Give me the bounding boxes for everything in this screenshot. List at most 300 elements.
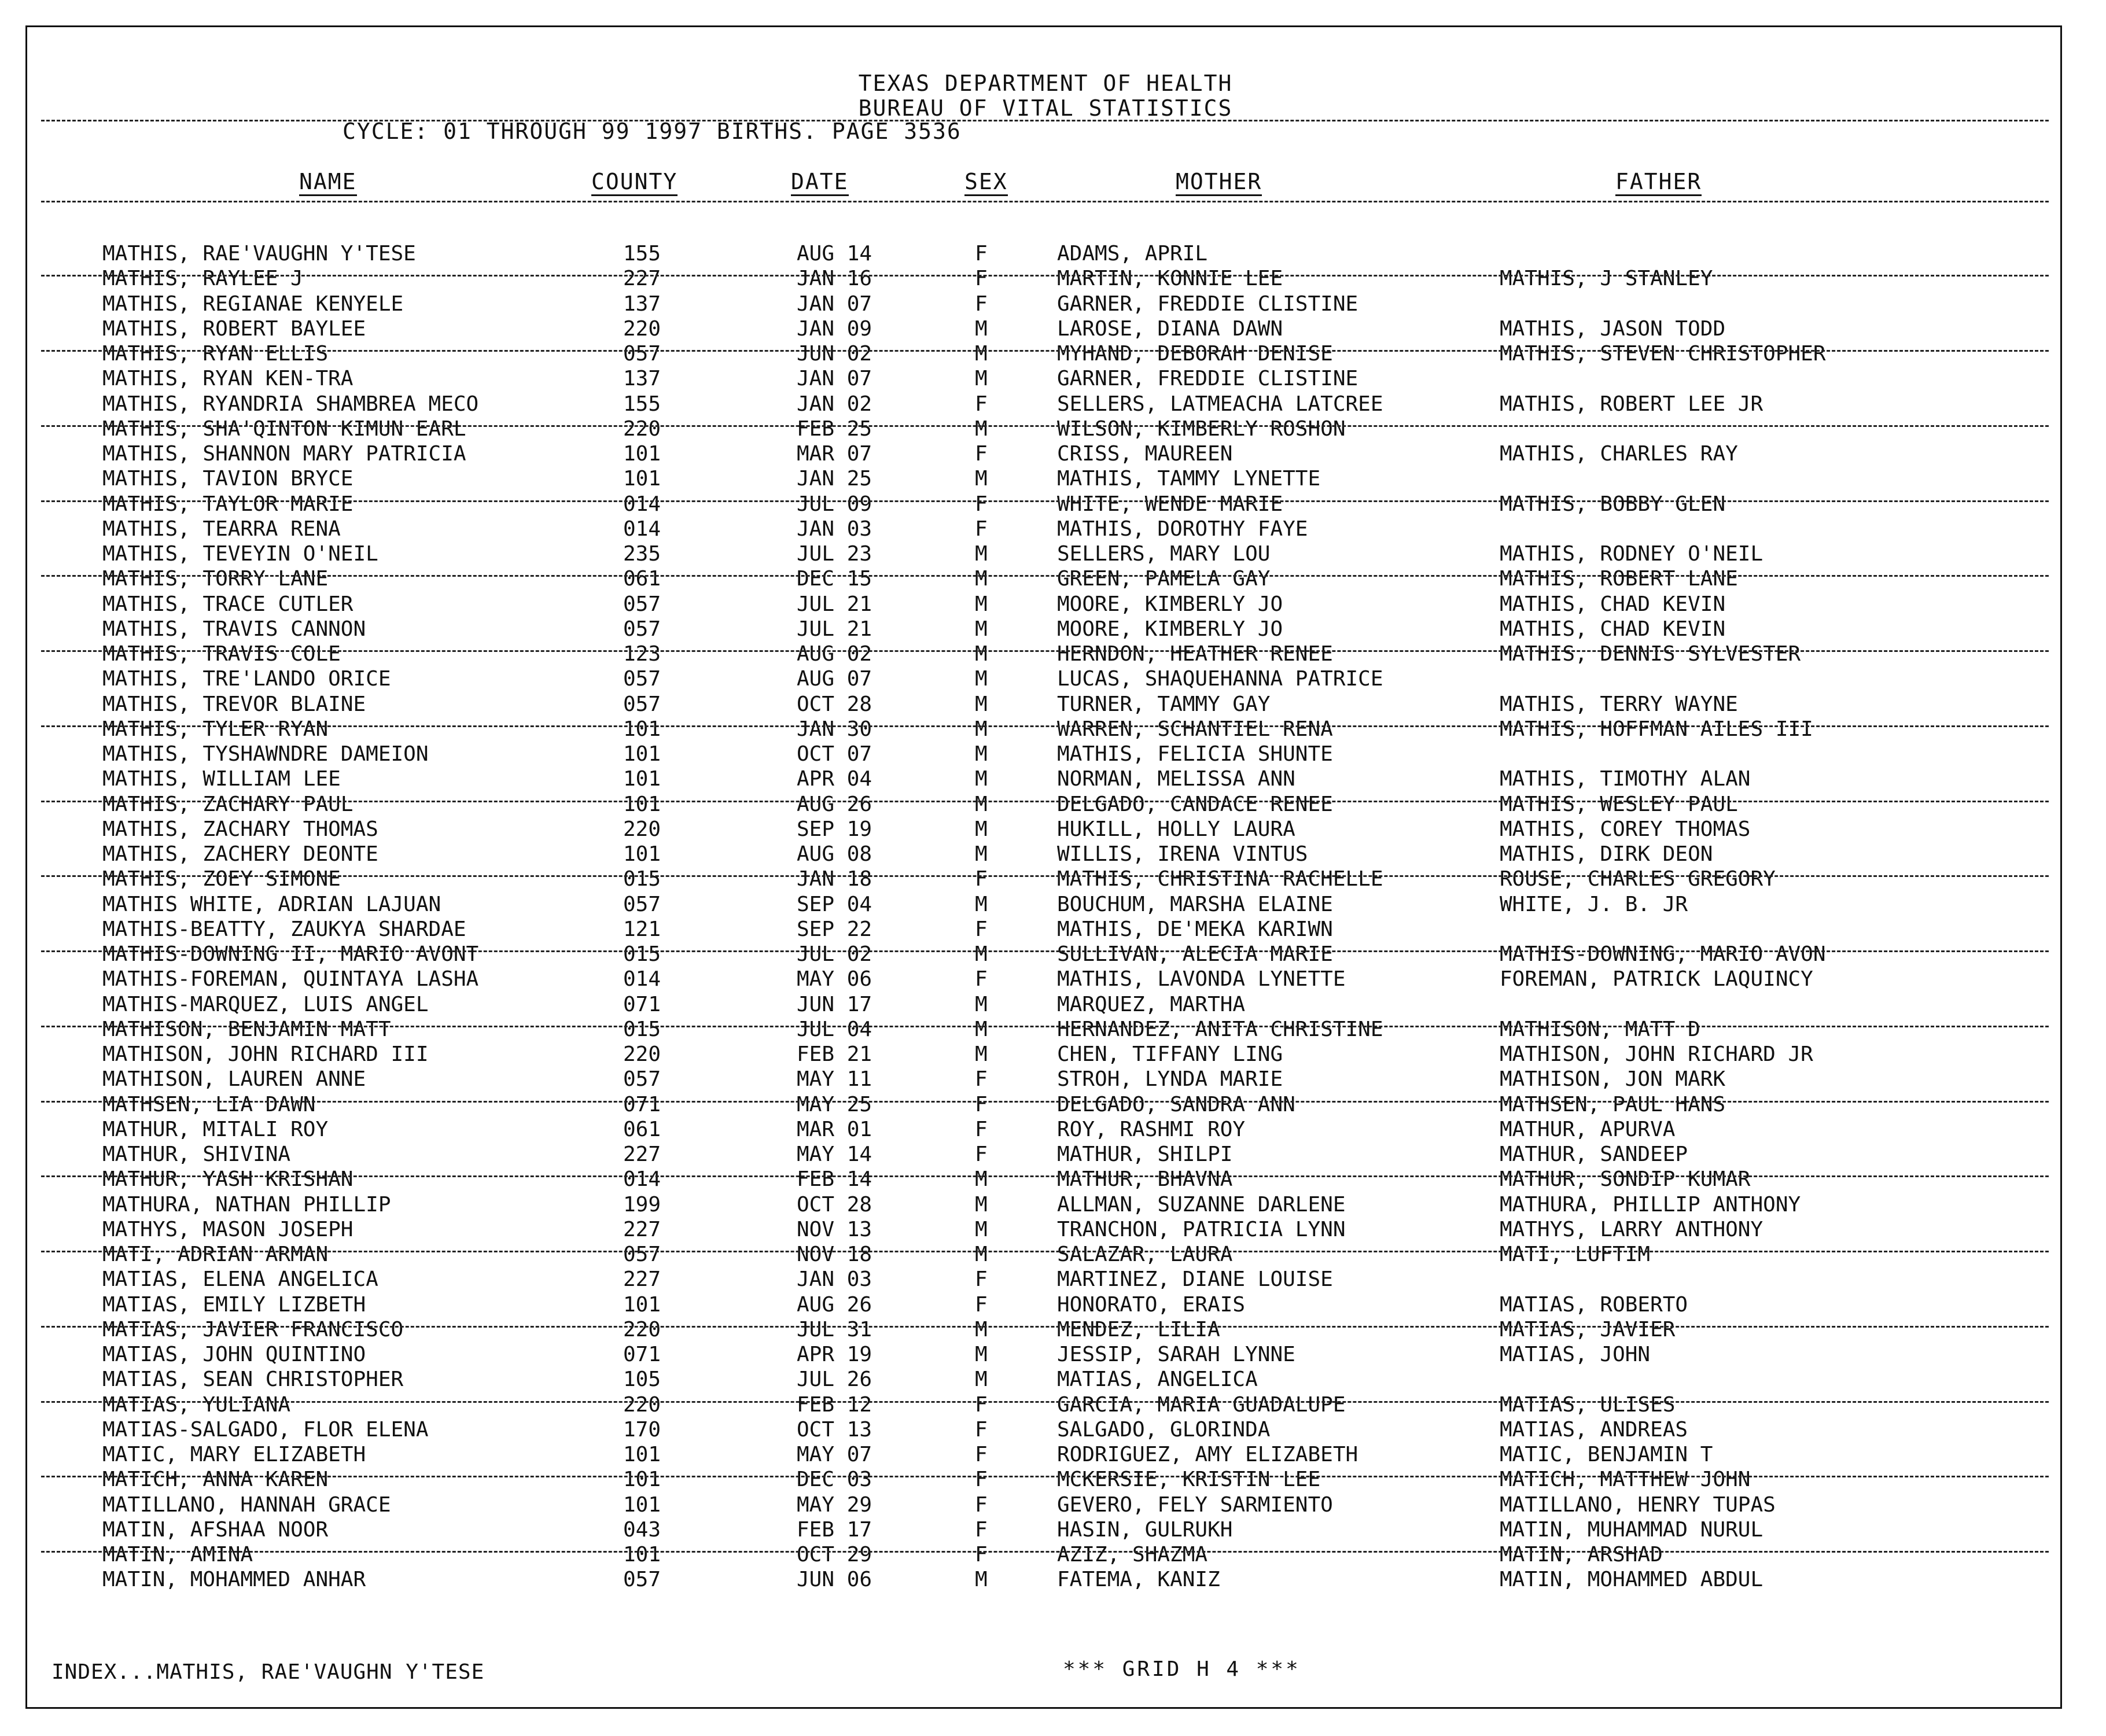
cell-sex: M [975, 717, 988, 741]
cell-date: MAR 01 [797, 1117, 872, 1141]
cell-date: JUN 02 [797, 342, 872, 366]
cell-county: 101 [623, 1292, 661, 1317]
cell-name: MATHIS, TEARRA RENA [102, 517, 341, 541]
cell-father: MATIAS, JOHN [1500, 1343, 1651, 1366]
cell-county: 123 [623, 642, 661, 666]
cell-name: MATHIS, ZACHARY PAUL [102, 792, 354, 816]
cell-county: 220 [623, 1042, 661, 1066]
cell-name: MATICH, ANNA KAREN [102, 1468, 329, 1492]
cell-date: MAY 29 [797, 1492, 872, 1517]
cell-sex: M [975, 842, 988, 866]
cell-date: JUN 17 [797, 992, 872, 1016]
cell-father: MATHIS, HOFFMAN AILES III [1500, 717, 1813, 741]
cell-father: MATI, LUFTIM [1500, 1243, 1651, 1266]
cell-mother: HONORATO, ERAIS [1057, 1292, 1246, 1317]
row-divider [41, 425, 2049, 427]
cell-name: MATI, ADRIAN ARMAN [102, 1243, 329, 1266]
cell-county: 057 [623, 667, 661, 691]
cell-mother: LAROSE, DIANA DAWN [1057, 316, 1283, 341]
cell-name: MATHIS, TRAVIS CANNON [102, 617, 366, 641]
cell-county: 014 [623, 492, 661, 516]
cell-mother: BOUCHUM, MARSHA ELAINE [1057, 892, 1333, 916]
cell-name: MATHIS, RYAN ELLIS [102, 342, 329, 366]
row-divider [41, 275, 2049, 277]
cell-father: MATILLANO, HENRY TUPAS [1500, 1492, 1776, 1517]
cell-sex: M [975, 767, 988, 791]
register-page [25, 25, 2062, 1709]
cell-sex: F [975, 1292, 988, 1317]
row-divider [41, 725, 2049, 727]
cell-date: JAN 30 [797, 717, 872, 741]
cell-sex: F [975, 242, 988, 266]
cell-sex: M [975, 417, 988, 441]
cell-name: MATHUR, YASH KRISHAN [102, 1167, 354, 1192]
cell-father: MATHISON, JOHN RICHARD JR [1500, 1042, 1813, 1066]
col-header-date: DATE [791, 169, 849, 194]
cell-mother: MATHUR, BHAVNA [1057, 1167, 1233, 1192]
cell-name: MATHIS, TEVEYIN O'NEIL [102, 542, 378, 566]
cell-name: MATIC, MARY ELIZABETH [102, 1443, 366, 1466]
cell-father: MATIN, MOHAMMED ABDUL [1500, 1568, 1763, 1592]
cell-name: MATHURA, NATHAN PHILLIP [102, 1192, 391, 1217]
cell-date: JAN 03 [797, 517, 872, 541]
cell-county: 015 [623, 942, 661, 966]
cell-county: 227 [623, 1267, 661, 1292]
cell-sex: M [975, 1368, 988, 1392]
cell-sex: F [975, 1543, 988, 1567]
cell-county: 057 [623, 342, 661, 366]
cell-county: 057 [623, 1067, 661, 1092]
cell-sex: M [975, 592, 988, 616]
cell-mother: WILLIS, IRENA VINTUS [1057, 842, 1308, 866]
cell-sex: M [975, 567, 988, 591]
cell-date: FEB 25 [797, 417, 872, 441]
cell-mother: HASIN, GULRUKH [1057, 1517, 1233, 1542]
cell-county: 137 [623, 367, 661, 391]
cell-sex: M [975, 792, 988, 816]
cell-mother: STROH, LYNDA MARIE [1057, 1067, 1283, 1092]
cell-date: AUG 02 [797, 642, 872, 666]
row-divider [41, 1551, 2049, 1553]
cell-name: MATHIS, RYANDRIA SHAMBREA MECO [102, 392, 479, 416]
cell-name: MATHIS, TREVOR BLAINE [102, 692, 366, 716]
divider [41, 201, 2049, 202]
cell-county: 101 [623, 467, 661, 491]
col-header-sex: SEX [964, 169, 1008, 194]
cell-name: MATIAS-SALGADO, FLOR ELENA [102, 1417, 429, 1442]
cell-county: 199 [623, 1192, 661, 1217]
cell-mother: SELLERS, MARY LOU [1057, 542, 1271, 566]
cell-date: AUG 26 [797, 792, 872, 816]
cell-county: 220 [623, 417, 661, 441]
cell-county: 101 [623, 1543, 661, 1567]
cell-mother: SELLERS, LATMEACHA LATCREE [1057, 392, 1383, 416]
cell-sex: M [975, 692, 988, 716]
cell-date: SEP 19 [797, 817, 872, 841]
cell-sex: M [975, 542, 988, 566]
cell-mother: ALLMAN, SUZANNE DARLENE [1057, 1192, 1346, 1217]
cell-sex: M [975, 1343, 988, 1366]
row-divider [41, 1026, 2049, 1027]
cell-date: NOV 18 [797, 1243, 872, 1266]
cell-date: JAN 07 [797, 367, 872, 391]
cell-name: MATIN, MOHAMMED ANHAR [102, 1568, 366, 1592]
cell-date: JUL 21 [797, 617, 872, 641]
cell-name: MATIAS, YULIANA [102, 1392, 291, 1417]
cell-sex: F [975, 967, 988, 992]
cell-date: SEP 22 [797, 917, 872, 941]
cell-name: MATHIS, SHA'QINTON KIMUN EARL [102, 417, 466, 441]
cell-sex: M [975, 992, 988, 1016]
cell-sex: F [975, 1417, 988, 1442]
cell-sex: F [975, 1067, 988, 1092]
cell-mother: GARNER, FREDDIE CLISTINE [1057, 292, 1358, 316]
row-divider [41, 1476, 2049, 1477]
cell-father: MATHUR, APURVA [1500, 1117, 1676, 1141]
cell-date: SEP 04 [797, 892, 872, 916]
cell-name: MATHIS-BEATTY, ZAUKYA SHARDAE [102, 917, 466, 941]
cell-mother: WARREN, SCHANTIEL RENA [1057, 717, 1333, 741]
cell-sex: F [975, 442, 988, 466]
cell-father: MATHIS, DIRK DEON [1500, 842, 1713, 866]
cell-name: MATHIS, TYSHAWNDRE DAMEION [102, 742, 429, 766]
cell-sex: M [975, 316, 988, 341]
cell-county: 121 [623, 917, 661, 941]
cell-sex: M [975, 942, 988, 966]
cell-name: MATHIS, ROBERT BAYLEE [102, 316, 366, 341]
cell-mother: MARTIN, KONNIE LEE [1057, 267, 1283, 291]
cell-mother: WILSON, KIMBERLY ROSHON [1057, 417, 1346, 441]
cell-date: JAN 09 [797, 316, 872, 341]
cell-county: 015 [623, 867, 661, 891]
cell-date: FEB 17 [797, 1517, 872, 1542]
row-divider [41, 1401, 2049, 1403]
cell-county: 057 [623, 692, 661, 716]
cell-name: MATHIS, TRE'LANDO ORICE [102, 667, 391, 691]
cell-name: MATIAS, JOHN QUINTINO [102, 1343, 366, 1366]
cell-sex: F [975, 1468, 988, 1492]
cell-county: 220 [623, 817, 661, 841]
cell-father: MATICH, MATTHEW JOHN [1500, 1468, 1751, 1492]
cell-name: MATHIS, TYLER RYAN [102, 717, 329, 741]
cell-date: MAY 11 [797, 1067, 872, 1092]
cell-sex: M [975, 1017, 988, 1041]
col-header-county: COUNTY [591, 169, 678, 194]
cell-mother: MATHUR, SHILPI [1057, 1142, 1233, 1166]
cell-name: MATIAS, EMILY LIZBETH [102, 1292, 366, 1317]
cell-father: MATHIS, COREY THOMAS [1500, 817, 1751, 841]
cell-father: MATHIS, JASON TODD [1500, 316, 1726, 341]
cell-father: MATHIS, J STANLEY [1500, 267, 1713, 291]
row-divider [41, 500, 2049, 502]
cell-mother: MATHIS, CHRISTINA RACHELLE [1057, 867, 1383, 891]
cell-name: MATHUR, MITALI ROY [102, 1117, 329, 1141]
cell-mother: RODRIGUEZ, AMY ELIZABETH [1057, 1443, 1358, 1466]
row-divider [41, 1326, 2049, 1328]
cell-county: 071 [623, 992, 661, 1016]
cell-county: 057 [623, 592, 661, 616]
cell-sex: M [975, 467, 988, 491]
cell-mother: DELGADO, SANDRA ANN [1057, 1092, 1295, 1116]
cell-sex: M [975, 892, 988, 916]
cell-father: MATHIS, CHAD KEVIN [1500, 592, 1726, 616]
cell-county: 101 [623, 442, 661, 466]
cell-name: MATHISON, BENJAMIN MATT [102, 1017, 391, 1041]
cell-date: JUL 02 [797, 942, 872, 966]
cell-name: MATHYS, MASON JOSEPH [102, 1217, 354, 1241]
cell-mother: LUCAS, SHAQUEHANNA PATRICE [1057, 667, 1383, 691]
cell-date: DEC 03 [797, 1468, 872, 1492]
cell-father: MATHISON, MATT D [1500, 1017, 1700, 1041]
cell-mother: MOORE, KIMBERLY JO [1057, 617, 1283, 641]
cell-county: 155 [623, 392, 661, 416]
row-divider [41, 650, 2049, 652]
cell-county: 220 [623, 1317, 661, 1341]
cell-mother: SULLIVAN, ALECIA MARIE [1057, 942, 1333, 966]
cell-sex: F [975, 517, 988, 541]
cell-father: MATHISON, JON MARK [1500, 1067, 1726, 1092]
cell-county: 137 [623, 292, 661, 316]
cell-sex: F [975, 1267, 988, 1292]
cell-county: 057 [623, 892, 661, 916]
cell-county: 235 [623, 542, 661, 566]
cell-mother: CHEN, TIFFANY LING [1057, 1042, 1283, 1066]
cell-sex: F [975, 392, 988, 416]
cell-name: MATHIS, ZACHERY DEONTE [102, 842, 378, 866]
cell-county: 101 [623, 1468, 661, 1492]
cell-name: MATHIS WHITE, ADRIAN LAJUAN [102, 892, 441, 916]
cell-date: OCT 28 [797, 1192, 872, 1217]
cell-date: JUL 04 [797, 1017, 872, 1041]
row-divider [41, 1175, 2049, 1177]
cell-mother: MATHIS, FELICIA SHUNTE [1057, 742, 1333, 766]
cell-mother: MATHIS, DOROTHY FAYE [1057, 517, 1308, 541]
index-line: INDEX...MATHIS, RAE'VAUGHN Y'TESE [51, 1660, 485, 1684]
cell-name: MATHSEN, LIA DAWN [102, 1092, 316, 1116]
cell-mother: HERNDON, HEATHER RENEE [1057, 642, 1333, 666]
cell-sex: F [975, 867, 988, 891]
cell-county: 101 [623, 1443, 661, 1466]
cell-date: AUG 07 [797, 667, 872, 691]
cell-father: WHITE, J. B. JR [1500, 892, 1688, 916]
cell-date: OCT 07 [797, 742, 872, 766]
cell-father: MATHIS, CHAD KEVIN [1500, 617, 1726, 641]
cell-mother: CRISS, MAUREEN [1057, 442, 1233, 466]
cell-sex: M [975, 1217, 988, 1241]
cell-mother: MATIAS, ANGELICA [1057, 1368, 1258, 1392]
cell-name: MATIN, AMINA [102, 1543, 253, 1567]
cell-date: APR 19 [797, 1343, 872, 1366]
cell-name: MATHIS, TORRY LANE [102, 567, 329, 591]
cell-name: MATHIS, TRAVIS COLE [102, 642, 341, 666]
cell-mother: HERNANDEZ, ANITA CHRISTINE [1057, 1017, 1383, 1041]
cell-father: MATIC, BENJAMIN T [1500, 1443, 1713, 1466]
cell-county: 227 [623, 267, 661, 291]
cell-date: JUL 21 [797, 592, 872, 616]
cell-father: MATIN, ARSHAD [1500, 1543, 1663, 1567]
cell-father: MATIAS, JAVIER [1500, 1317, 1676, 1341]
cell-name: MATHIS-MARQUEZ, LUIS ANGEL [102, 992, 429, 1016]
cell-mother: ADAMS, APRIL [1057, 242, 1208, 266]
cell-father: MATHUR, SANDEEP [1500, 1142, 1688, 1166]
cell-sex: F [975, 267, 988, 291]
cell-father: MATHSEN, PAUL HANS [1500, 1092, 1726, 1116]
cell-county: 061 [623, 1117, 661, 1141]
cell-date: MAY 06 [797, 967, 872, 992]
cell-county: 227 [623, 1142, 661, 1166]
cell-sex: M [975, 617, 988, 641]
cell-county: 057 [623, 1243, 661, 1266]
cell-mother: DELGADO, CANDACE RENEE [1057, 792, 1333, 816]
cell-name: MATHIS, RAYLEE J [102, 267, 303, 291]
cell-county: 014 [623, 1167, 661, 1192]
cell-date: JUL 09 [797, 492, 872, 516]
cell-name: MATHIS, WILLIAM LEE [102, 767, 341, 791]
cell-mother: HUKILL, HOLLY LAURA [1057, 817, 1295, 841]
cell-county: 071 [623, 1092, 661, 1116]
cell-date: JUN 06 [797, 1568, 872, 1592]
cell-sex: M [975, 742, 988, 766]
row-divider [41, 1251, 2049, 1252]
cell-date: OCT 13 [797, 1417, 872, 1442]
cell-mother: ROY, RASHMI ROY [1057, 1117, 1246, 1141]
cell-name: MATHIS, TRACE CUTLER [102, 592, 354, 616]
cell-sex: F [975, 1092, 988, 1116]
cell-father: ROUSE, CHARLES GREGORY [1500, 867, 1776, 891]
cell-father: MATHIS, TERRY WAYNE [1500, 692, 1738, 716]
cell-date: JUL 31 [797, 1317, 872, 1341]
cell-date: FEB 21 [797, 1042, 872, 1066]
cell-father: MATIN, MUHAMMAD NURUL [1500, 1517, 1763, 1542]
cell-county: 061 [623, 567, 661, 591]
cell-name: MATHIS, SHANNON MARY PATRICIA [102, 442, 466, 466]
cell-date: JAN 25 [797, 467, 872, 491]
cell-name: MATIN, AFSHAA NOOR [102, 1517, 329, 1542]
cell-name: MATILLANO, HANNAH GRACE [102, 1492, 391, 1517]
cell-date: FEB 14 [797, 1167, 872, 1192]
cell-mother: MARQUEZ, MARTHA [1057, 992, 1246, 1016]
cell-county: 220 [623, 316, 661, 341]
cell-county: 043 [623, 1517, 661, 1542]
col-header-father: FATHER [1615, 169, 1702, 194]
row-divider [41, 1101, 2049, 1103]
divider [41, 120, 2049, 121]
cell-mother: SALAZAR, LAURA [1057, 1243, 1233, 1266]
cell-sex: M [975, 667, 988, 691]
cell-mother: MYHAND, DEBORAH DENISE [1057, 342, 1333, 366]
cell-date: JAN 03 [797, 1267, 872, 1292]
cell-mother: TRANCHON, PATRICIA LYNN [1057, 1217, 1346, 1241]
row-divider [41, 801, 2049, 802]
cell-father: MATHIS, ROBERT LANE [1500, 567, 1738, 591]
cell-county: 155 [623, 242, 661, 266]
cell-county: 057 [623, 1568, 661, 1592]
cell-date: DEC 15 [797, 567, 872, 591]
cell-mother: WHITE, WENDE MARIE [1057, 492, 1283, 516]
cell-name: MATHIS-FOREMAN, QUINTAYA LASHA [102, 967, 479, 992]
cell-mother: SALGADO, GLORINDA [1057, 1417, 1271, 1442]
cell-name: MATHIS, REGIANAE KENYELE [102, 292, 404, 316]
cell-date: OCT 28 [797, 692, 872, 716]
cell-father: MATHIS-DOWNING, MARIO AVON [1500, 942, 1826, 966]
cell-sex: M [975, 1192, 988, 1217]
cell-date: JUL 23 [797, 542, 872, 566]
cell-date: AUG 14 [797, 242, 872, 266]
cell-county: 227 [623, 1217, 661, 1241]
cell-sex: M [975, 642, 988, 666]
cell-name: MATHIS, TAYLOR MARIE [102, 492, 354, 516]
cell-sex: M [975, 1167, 988, 1192]
row-divider [41, 875, 2049, 877]
cycle-line: CYCLE: 01 THROUGH 99 1997 BIRTHS. PAGE 3536 [343, 119, 962, 144]
cell-father: MATHIS, STEVEN CHRISTOPHER [1500, 342, 1826, 366]
cell-county: 101 [623, 1492, 661, 1517]
cell-name: MATHIS, RAE'VAUGHN Y'TESE [102, 242, 416, 266]
cell-father: MATHYS, LARRY ANTHONY [1500, 1217, 1763, 1241]
cell-county: 015 [623, 1017, 661, 1041]
header-subtitle: BUREAU OF VITAL STATISTICS [858, 95, 1233, 121]
cell-mother: MATHIS, TAMMY LYNETTE [1057, 467, 1321, 491]
cell-father: MATHIS, TIMOTHY ALAN [1500, 767, 1751, 791]
cell-mother: MOORE, KIMBERLY JO [1057, 592, 1283, 616]
cell-father: MATHIS, RODNEY O'NEIL [1500, 542, 1763, 566]
cell-mother: JESSIP, SARAH LYNNE [1057, 1343, 1295, 1366]
cell-date: JAN 16 [797, 267, 872, 291]
cell-sex: F [975, 917, 988, 941]
cell-date: JUL 26 [797, 1368, 872, 1392]
cell-sex: M [975, 367, 988, 391]
cell-sex: M [975, 1243, 988, 1266]
cell-sex: M [975, 342, 988, 366]
cell-date: JAN 18 [797, 867, 872, 891]
cell-sex: M [975, 817, 988, 841]
cell-sex: F [975, 1517, 988, 1542]
cell-name: MATHISON, JOHN RICHARD III [102, 1042, 429, 1066]
cell-county: 101 [623, 767, 661, 791]
cell-county: 101 [623, 842, 661, 866]
cell-county: 170 [623, 1417, 661, 1442]
col-header-name: NAME [299, 169, 357, 194]
cell-county: 105 [623, 1368, 661, 1392]
cell-sex: F [975, 1142, 988, 1166]
cell-sex: F [975, 1443, 988, 1466]
cell-county: 014 [623, 517, 661, 541]
cell-sex: M [975, 1317, 988, 1341]
cell-mother: GEVERO, FELY SARMIENTO [1057, 1492, 1333, 1517]
cell-mother: GREEN, PAMELA GAY [1057, 567, 1271, 591]
cell-date: MAY 25 [797, 1092, 872, 1116]
cell-sex: F [975, 1392, 988, 1417]
cell-name: MATHIS, ZACHARY THOMAS [102, 817, 378, 841]
cell-sex: F [975, 1117, 988, 1141]
cell-sex: F [975, 492, 988, 516]
cell-name: MATHISON, LAUREN ANNE [102, 1067, 366, 1092]
cell-father: MATIAS, ROBERTO [1500, 1292, 1688, 1317]
col-header-mother: MOTHER [1176, 169, 1262, 194]
cell-mother: GARCIA, MARIA GUADALUPE [1057, 1392, 1346, 1417]
cell-father: MATHIS, WESLEY PAUL [1500, 792, 1738, 816]
cell-date: AUG 08 [797, 842, 872, 866]
cell-mother: MATHIS, LAVONDA LYNETTE [1057, 967, 1346, 992]
cell-name: MATHIS, RYAN KEN-TRA [102, 367, 354, 391]
cell-name: MATHIS-DOWNING II, MARIO AVONT [102, 942, 479, 966]
cell-county: 071 [623, 1343, 661, 1366]
cell-name: MATHIS, ZOEY SIMONE [102, 867, 341, 891]
cell-date: FEB 12 [797, 1392, 872, 1417]
cell-county: 220 [623, 1392, 661, 1417]
cell-date: NOV 13 [797, 1217, 872, 1241]
cell-father: MATIAS, ULISES [1500, 1392, 1676, 1417]
